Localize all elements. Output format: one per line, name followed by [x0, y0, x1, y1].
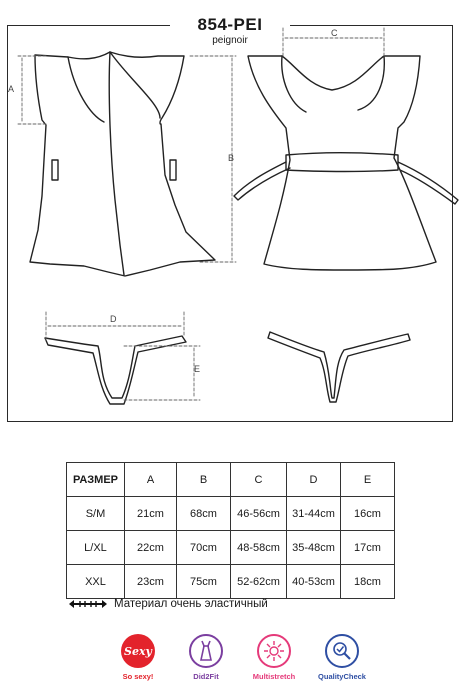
table-cell: 17cm: [341, 531, 395, 565]
dim-label-e: E: [194, 364, 201, 374]
table-cell: 21cm: [125, 497, 177, 531]
header-size: РАЗМЕР: [67, 463, 125, 497]
header-d: D: [287, 463, 341, 497]
table-cell: 68cm: [177, 497, 231, 531]
dim-label-c: C: [331, 28, 338, 38]
table-row: [67, 497, 395, 531]
badge-did2fit: [178, 634, 234, 681]
table-cell: 52-62cm: [231, 565, 287, 599]
table-cell: 48-58cm: [231, 531, 287, 565]
size-table-header: [67, 463, 395, 497]
dress-icon: [189, 634, 223, 668]
elasticity-note: [68, 598, 268, 610]
header-a: A: [125, 463, 177, 497]
badge-multistretch: [246, 634, 302, 681]
magnifier-check-icon: [325, 634, 359, 668]
table-cell: 22cm: [125, 531, 177, 565]
table-cell: S/M: [67, 497, 125, 531]
table-row: [67, 565, 395, 599]
table-cell: 40-53cm: [287, 565, 341, 599]
header-b: B: [177, 463, 231, 497]
badge-label: QualityCheck: [318, 672, 366, 681]
table-cell: L/XL: [67, 531, 125, 565]
peignoir-front-sketch: [30, 52, 215, 276]
thong-back-sketch: [268, 332, 410, 402]
stretch-icon: [257, 634, 291, 668]
table-cell: 46-56cm: [231, 497, 287, 531]
elasticity-note-text: Материал очень эластичный: [114, 598, 268, 610]
table-row: [67, 531, 395, 565]
table-cell: 75cm: [177, 565, 231, 599]
table-cell: 70cm: [177, 531, 231, 565]
table-cell: XXL: [67, 565, 125, 599]
dim-label-d: D: [110, 314, 117, 324]
header-e: E: [341, 463, 395, 497]
dim-label-b: B: [228, 153, 235, 163]
badge-label: Did2Fit: [193, 672, 219, 681]
peignoir-back-sketch: [234, 56, 458, 270]
dimension-lines: [18, 28, 384, 400]
sexy-badge-icon: Sexy: [121, 634, 155, 668]
badge-qualitycheck: [314, 634, 370, 681]
table-cell: 23cm: [125, 565, 177, 599]
badge-so-sexy: [110, 634, 166, 681]
dim-label-a: A: [8, 84, 15, 94]
feature-badges: [110, 634, 370, 681]
product-name: peignoir: [212, 35, 248, 46]
badge-label: Multistretch: [252, 672, 296, 681]
stretch-arrows-icon: [68, 599, 108, 609]
header-c: C: [231, 463, 287, 497]
badge-label: So sexy!: [122, 672, 154, 681]
table-cell: 31-44cm: [287, 497, 341, 531]
table-cell: 35-48cm: [287, 531, 341, 565]
model-number: 854-PEI: [197, 15, 263, 34]
table-cell: 18cm: [341, 565, 395, 599]
table-cell: 16cm: [341, 497, 395, 531]
size-table: [66, 462, 395, 599]
